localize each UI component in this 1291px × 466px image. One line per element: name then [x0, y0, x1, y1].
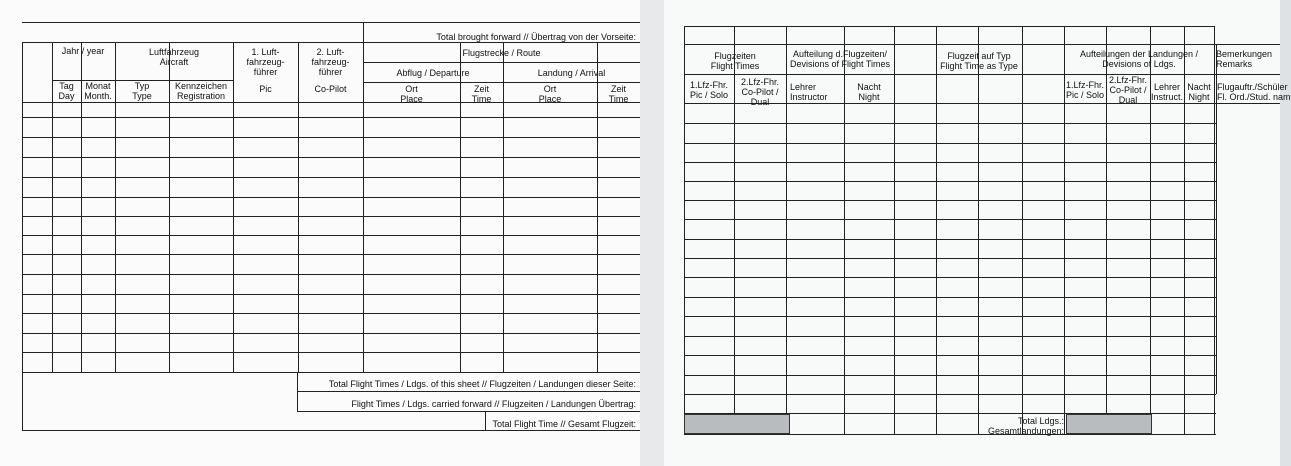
copilot-header: Co-Pilot	[314, 84, 347, 94]
grid-line	[363, 22, 640, 23]
entry-row-line	[684, 239, 1216, 240]
grid-line	[684, 434, 1216, 435]
copilot-dual-header: 2.Lfz-Fhr. Co-Pilot / Dual	[740, 77, 779, 107]
total-flight-time-label: Total Flight Time // Gesamt Flugzeit:	[492, 419, 636, 429]
book-gutter	[640, 0, 664, 466]
entry-row-line	[684, 297, 1216, 298]
entry-row-line	[684, 316, 1216, 317]
entry-row-line	[684, 143, 1216, 144]
pic-solo-header: 1.Lfz-Fhr. Pic / Solo	[689, 80, 729, 100]
logbook-right-page	[664, 0, 1291, 466]
grid-line	[22, 430, 640, 431]
entry-row-line	[684, 355, 1216, 356]
entry-column-line	[936, 26, 937, 434]
carried-forward-label: Flight Times / Ldgs. carried forward // Flugzeiten / Landungen Übertrag:	[351, 399, 636, 409]
landings-header: Aufteilungen der Landungen / Devisions of Ldgs.	[1079, 49, 1199, 69]
grid-line	[684, 74, 1280, 75]
divisions-header: Aufteilung d.Flugzeiten/ Devisions of Flight Times	[789, 49, 891, 69]
pic-header: Pic	[259, 84, 272, 94]
arrival-header: Landung / Arrival	[537, 68, 606, 78]
entry-column-line	[1022, 26, 1023, 434]
grid-line	[297, 411, 640, 412]
total-landings-label: Total Ldgs.: Gesamtlandungen:	[987, 416, 1064, 436]
total-landings-box	[1066, 414, 1152, 434]
entry-row-line	[684, 277, 1216, 278]
time-by-type-header: Flugzeit auf Typ Flight Time as Type	[940, 51, 1018, 71]
aircraft-header: Luftfahrzeug Aircraft	[148, 47, 200, 67]
grid-line	[297, 391, 640, 392]
landings-pic-solo-header: 1.Lfz-Fhr. Pic / Solo	[1065, 80, 1105, 100]
arrival-time-header: Zeit Time	[608, 84, 629, 104]
instructor-header: Lehrer Instructor	[790, 82, 828, 102]
landings-instructor-header: Lehrer Instruct.	[1150, 82, 1183, 102]
entry-row-line	[684, 162, 1216, 163]
sheet-total-label: Total Flight Times / Ldgs. of this sheet // Flugzeiten / Landungen dieser Seite:	[328, 379, 636, 389]
entry-row-line	[684, 219, 1216, 220]
entry-column-line	[978, 26, 979, 434]
copilot-title-header: 2. Luft- fahrzeug- führer	[311, 47, 350, 77]
route-header: Flugstrecke / Route	[462, 48, 541, 58]
entry-column-line	[1214, 26, 1215, 434]
departure-header: Abflug / Departure	[396, 68, 470, 78]
entry-row-line	[684, 336, 1216, 337]
grid-line	[684, 394, 1216, 395]
pic-title-header: 1. Luft- fahrzeug- führer	[246, 47, 285, 77]
total-brought-forward-label: Total brought forward // Übertrag von der Vorseite:	[436, 32, 636, 42]
entry-column-line	[894, 26, 895, 434]
grid-line	[363, 62, 640, 63]
landings-night-header: Nacht Night	[1187, 82, 1211, 102]
entry-row-line	[684, 200, 1216, 201]
logbook-left-page	[0, 0, 640, 466]
month-header: Monat Month.	[84, 81, 112, 101]
grid-line	[22, 22, 363, 23]
entry-column-line	[786, 26, 787, 434]
entry-row-line	[684, 375, 1216, 376]
departure-place-header: Ort Place	[400, 84, 423, 104]
grid-line	[684, 26, 1214, 27]
type-header: Typ Type	[132, 81, 152, 101]
entry-row-line	[684, 181, 1216, 182]
entry-column-line	[22, 42, 23, 372]
date-header: Jahr / year	[61, 46, 105, 56]
grid-line	[363, 82, 640, 83]
arrival-place-header: Ort Place	[538, 84, 562, 104]
entry-row-line	[684, 123, 1216, 124]
grid-line	[363, 22, 364, 42]
landings-copilot-dual-header: 2.Lfz-Fhr. Co-Pilot / Dual	[1108, 75, 1147, 105]
entry-row-line	[684, 258, 1216, 259]
remarks-header: Bemerkungen Remarks	[1216, 49, 1273, 69]
registration-header: Kennzeichen Registration	[174, 81, 228, 101]
flight-times-header: Flugzeiten Flight Times	[710, 51, 760, 71]
total-flight-time-box	[684, 414, 790, 434]
departure-time-header: Zeit Time	[471, 84, 492, 104]
remarks-sub-header: Flugauftr./Schüler Fl. Ord./Stud. nam	[1217, 82, 1291, 102]
grid-line	[22, 372, 23, 430]
night-header: Nacht Night	[857, 82, 881, 102]
day-header: Tag Day	[58, 81, 75, 101]
grid-line	[684, 44, 1280, 45]
entry-row-line	[22, 372, 640, 373]
